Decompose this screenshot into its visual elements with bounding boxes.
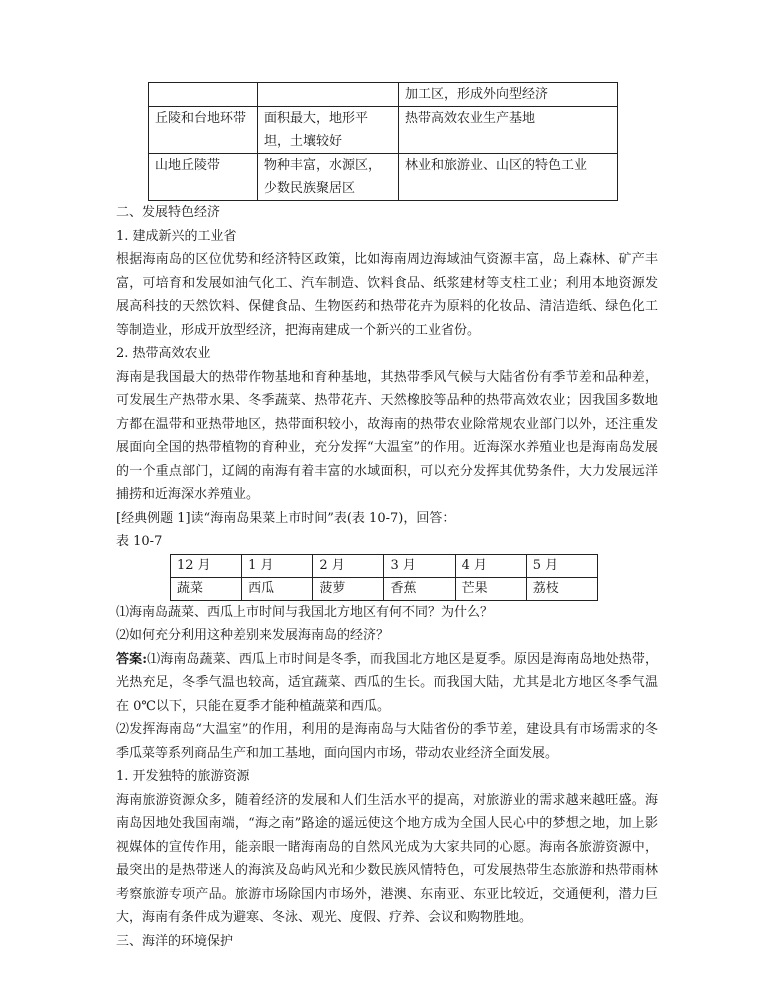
table-cell: 香蕉 <box>384 577 455 600</box>
table-cell: 西瓜 <box>242 577 313 600</box>
section-heading: 二、发展特色经济 <box>116 205 221 220</box>
table-row <box>149 83 618 107</box>
paragraph: 根据海南岛的区位优势和经济特区政策，比如海南周边海域油气资源丰富，岛上森林、矿产丰富，可培育和发展如油气化工、汽车制造、饮料食品、纸浆建材等支柱工业；利用本地资源发展高科技的天然饮料、保健食品、生物医药和热带花卉为原料的化妆品、清洁造纸、绿色化工等制造业，形成开放型经济，把海南建成一个新兴的工业省份。 <box>116 252 658 338</box>
table-cell: 面积最大，地形平坦，土壤较好 <box>258 107 399 154</box>
table-cell <box>258 83 399 107</box>
answer-label: 答案: <box>116 651 148 667</box>
subsection-heading: 1. 开发独特的旅游资源 <box>116 769 250 784</box>
table-row <box>149 154 618 201</box>
answer: ⑵发挥海南岛“大温室”的作用，利用的是海南岛与大陆省份的季节差，建设具有市场需求的冬季瓜菜等系列商品生产和加工基地，面向国内市场，带动农业经济全面发展。 <box>116 722 658 761</box>
table-cell: 12 月 <box>171 554 242 577</box>
table-cell: 物种丰富，水源区，少数民族聚居区 <box>258 154 399 201</box>
table-cell: 菠萝 <box>313 577 384 600</box>
table-cell: 芒果 <box>455 577 526 600</box>
answer <box>116 648 658 719</box>
section-heading: 三、海洋的环境保护 <box>116 933 234 949</box>
table-cell <box>149 83 258 107</box>
table-cell: 山地丘陵带 <box>149 154 258 201</box>
paragraph: 海南旅游资源众多，随着经济的发展和人们生活水平的提高，对旅游业的需求越来越旺盛。海南岛因地处我国南端，“海之南”路途的遥远使这个地方成为全国人民心中的梦想之地，加上影视媒体的宣传作用，能亲眼一睹海南岛的自然风光成为大家共同的心愿。海南各旅游资源中，最突出的是热带迷人的海滨及岛屿风光和少数民族风情特色，可发展热带生态旅游和热带雨林考察旅游专项产品。旅游市场除国内市场外，港澳、东南亚、东亚比较近，交通便利，潜力巨大，海南有条件成为避寒、冬泳、观光、度假、疗养、会议和购物胜地。 <box>116 792 658 925</box>
table-cell: 加工区，形成外向型经济 <box>399 83 618 107</box>
table-cell: 丘陵和台地环带 <box>149 107 258 154</box>
question: ⑴海南岛蔬菜、西瓜上市时间与我国北方地区有何不同？为什么？ <box>116 604 494 620</box>
table-cell: 2 月 <box>313 554 384 577</box>
table-cell: 蔬菜 <box>171 577 242 600</box>
example-title: [经典例题 1]读“海南岛果菜上市时间”表(表 10-7)，回答： <box>116 510 456 526</box>
table-cell: 3 月 <box>384 554 455 577</box>
fruit-table <box>170 554 598 601</box>
table-cell: 4 月 <box>455 554 526 577</box>
paragraph: 海南是我国最大的热带作物基地和育种基地，其热带季风气候与大陆省份有季节差和品种差，可发展生产热带水果、冬季蔬菜、热带花卉、天然橡胶等品种的热带高效农业；因我国多数地方都在温带和亚热带地区，热带面积较小，故海南的热带农业除常规农业部门以外，还注重发展面向全国的热带植物的育种业，充分发挥“大温室”的作用。近海深水养殖业也是海南岛发展的一个重点部门，辽阔的南海有着丰富的水域面积，可以充分发挥其优势条件，大力发展远洋捕捞和近海深水养殖业。 <box>116 369 658 502</box>
table-cell: 热带高效农业生产基地 <box>399 107 618 154</box>
table-row <box>171 577 598 600</box>
table-cell: 荔枝 <box>526 577 597 600</box>
table-caption: 表 10-7 <box>116 534 163 549</box>
table-cell: 5 月 <box>526 554 597 577</box>
subsection-heading: 1. 建成新兴的工业省 <box>116 228 237 244</box>
subsection-heading: 2. 热带高效农业 <box>116 346 211 361</box>
document-page <box>116 82 658 953</box>
table-cell: 1 月 <box>242 554 313 577</box>
table-cell: 林业和旅游业、山区的特色工业 <box>399 154 618 201</box>
table-row <box>149 107 618 154</box>
question: ⑵如何充分利用这种差别来发展海南岛的经济？ <box>116 628 390 643</box>
table-row <box>171 554 598 577</box>
answer-text: ⑴海南岛蔬菜、西瓜上市时间是冬季，而我国北方地区是夏季。原因是海南岛地处热带，光热充足，冬季气温也较高，适宜蔬菜、西瓜的生长。而我国大陆，尤其是北方地区冬季气温在 0℃以下，只能在夏季才能种植蔬菜和西瓜。 <box>116 651 658 714</box>
region-table <box>148 82 618 201</box>
